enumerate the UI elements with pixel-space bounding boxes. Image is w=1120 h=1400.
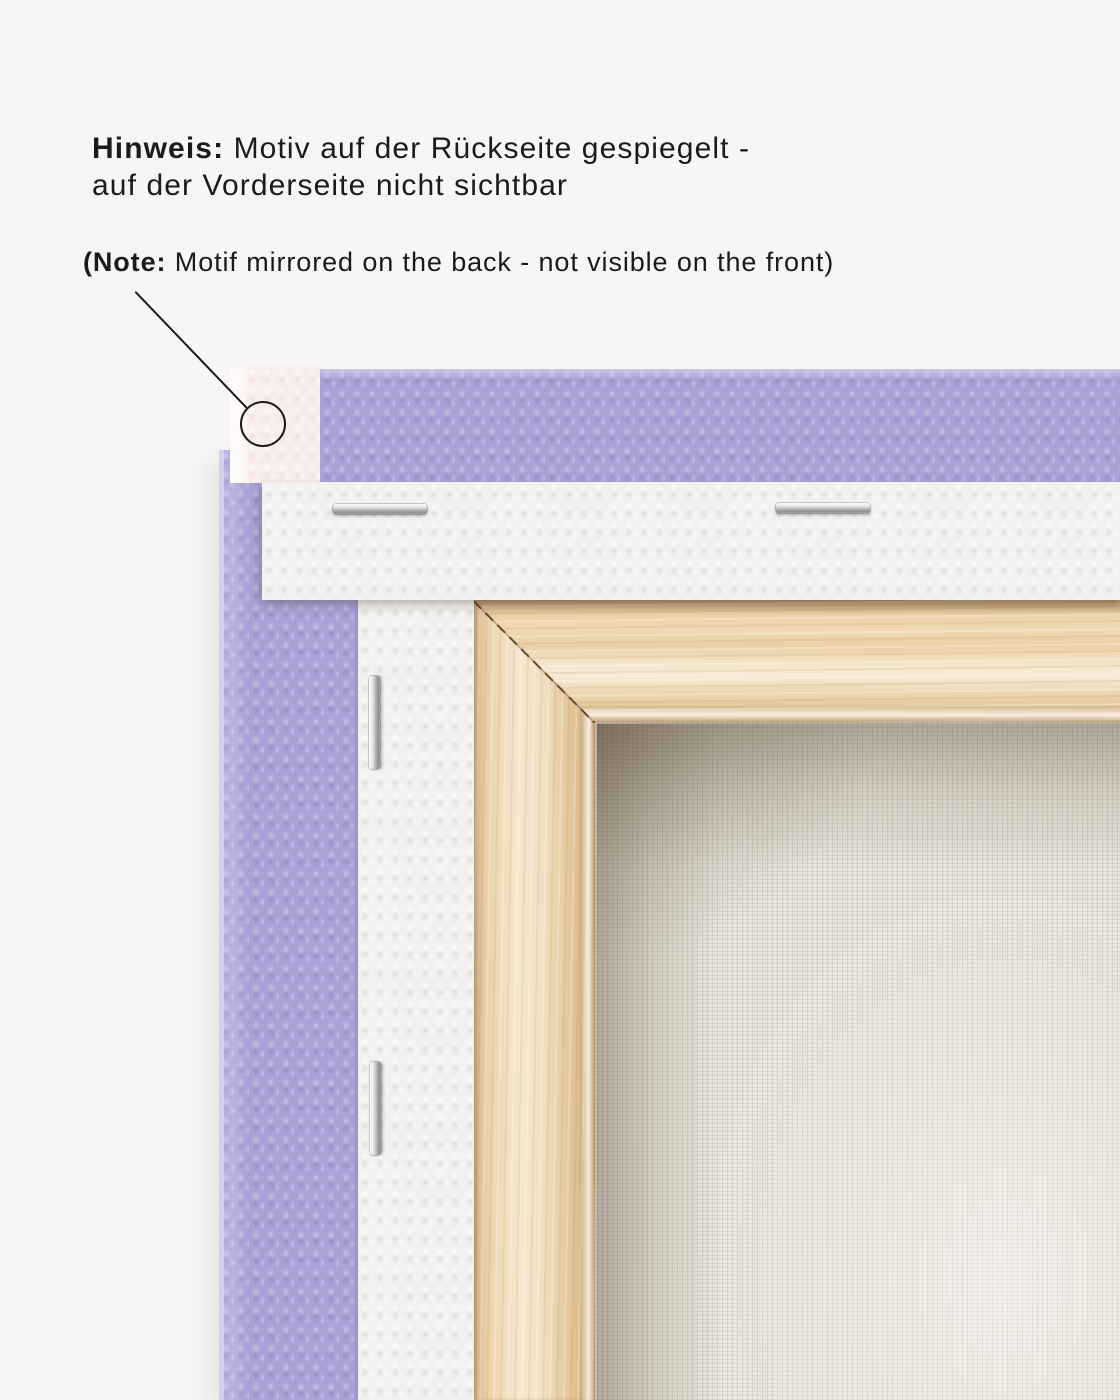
canvas-back-surface <box>595 722 1120 1400</box>
notice-english-label: (Note: <box>83 247 167 277</box>
notice-german-line2: auf der Vorderseite nicht sichtbar <box>92 169 568 202</box>
top-edge-highlight <box>320 369 1120 379</box>
callout-line <box>134 291 247 409</box>
callout-circle <box>240 401 286 447</box>
staple-left-upper <box>369 676 380 769</box>
notice-german-label: Hinweis: <box>92 132 225 165</box>
notice-german-line1: Motiv auf der Rückseite gespiegelt - <box>233 132 751 165</box>
canvas-fold-flap-left <box>358 600 474 1400</box>
staple-top-right <box>776 503 870 513</box>
left-edge-highlight <box>219 450 247 1400</box>
canvas-fold-flap-top <box>262 482 1120 600</box>
staple-top-left <box>333 504 427 514</box>
stretcher-bar-left <box>474 600 595 1400</box>
inner-shadow-left <box>597 724 722 1400</box>
canvas-wrap-top-edge <box>320 369 1120 482</box>
staple-left-lower <box>370 1062 381 1155</box>
stretcher-bar-top-shadow <box>474 600 1120 615</box>
notice-english-text: Motif mirrored on the back - not visible on the front) <box>174 247 835 277</box>
